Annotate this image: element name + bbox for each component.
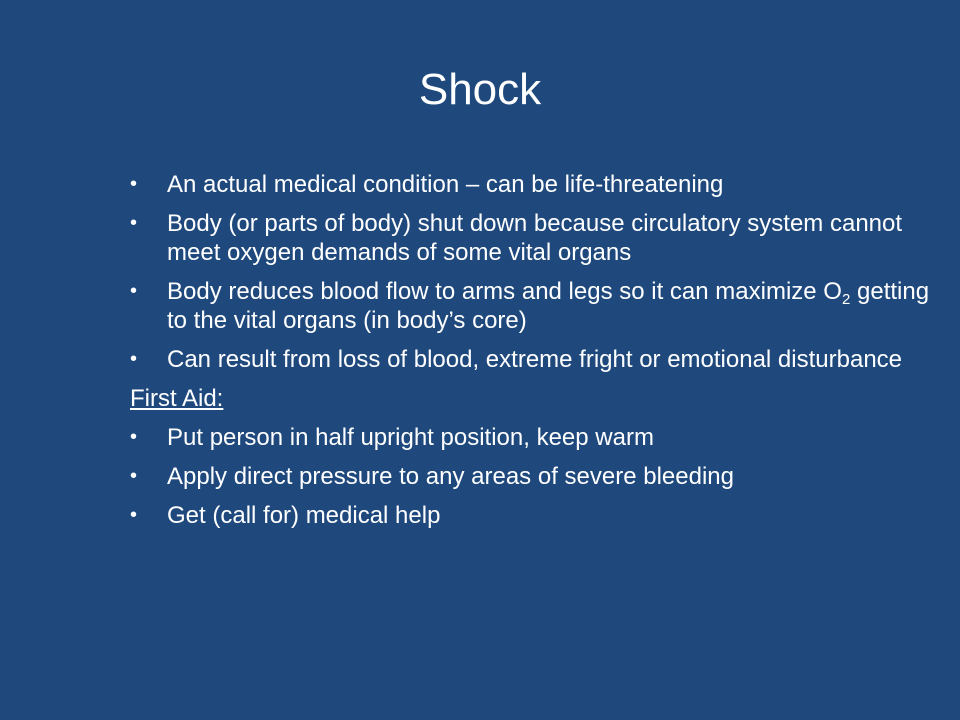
bullet-text: Can result from loss of blood, extreme fright or emotional disturbance xyxy=(167,346,903,373)
bullet-text: Put person in half upright position, keep warm xyxy=(167,424,654,451)
bullet-text: Body (or parts of body) shut down because circulatory system cannot meet oxygen demands of some vital organs xyxy=(167,210,903,266)
slide-title: Shock xyxy=(418,65,542,114)
bullet-text: An actual medical condition – can be life-threatening xyxy=(167,171,724,198)
bullet-text: Apply direct pressure to any areas of severe bleeding xyxy=(167,463,734,490)
bullet-icon: • xyxy=(130,212,138,234)
bullet-icon: • xyxy=(130,426,138,448)
first-aid-label: First Aid: xyxy=(130,385,224,412)
bullet-text xyxy=(167,278,929,334)
first-aid-bullet-item xyxy=(130,501,930,530)
bullet-icon: • xyxy=(130,348,138,370)
bullet-icon: • xyxy=(130,465,138,487)
subscript: 2 xyxy=(841,291,851,308)
bullet-item xyxy=(130,277,930,335)
bullet-icon: • xyxy=(130,173,138,195)
bullet-text-after: getting to the vital organs (in body’s core) xyxy=(167,278,930,334)
first-aid-bullet-item xyxy=(130,462,930,491)
bullet-icon: • xyxy=(130,504,138,526)
slide-content xyxy=(130,170,930,540)
bullet-item xyxy=(130,345,930,374)
first-aid-bullet-item xyxy=(130,423,930,452)
bullet-text-before: Body reduces blood flow to arms and legs so it can maximize O xyxy=(167,278,842,305)
bullet-item xyxy=(130,209,930,267)
bullet-text: Get (call for) medical help xyxy=(167,502,441,529)
bullet-item xyxy=(130,170,930,199)
bullet-icon: • xyxy=(130,280,138,302)
